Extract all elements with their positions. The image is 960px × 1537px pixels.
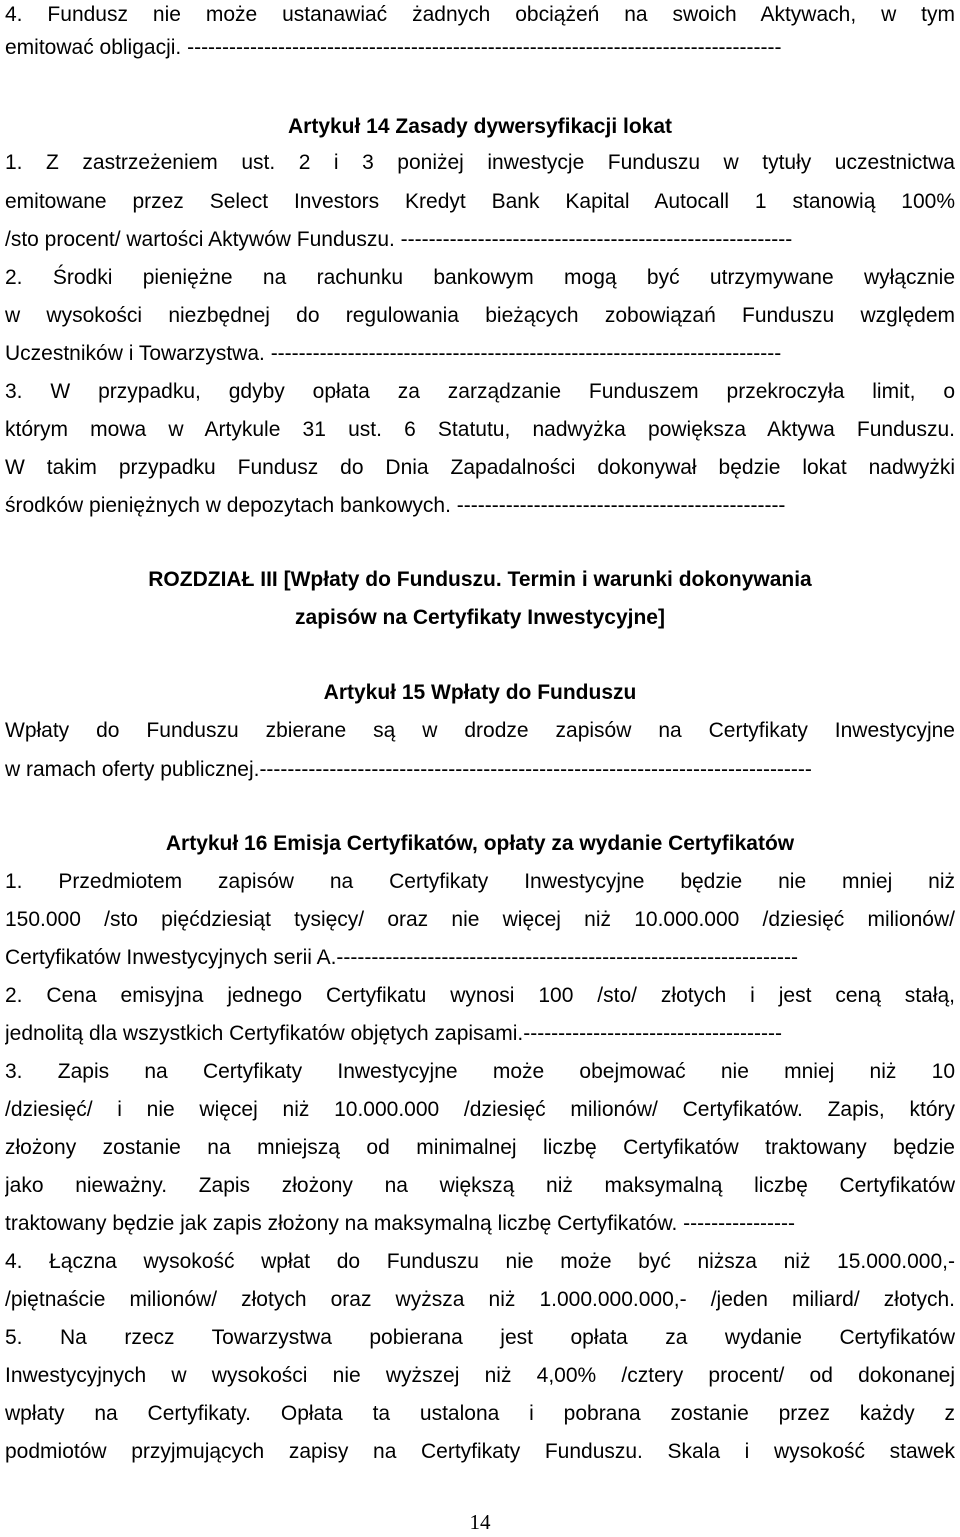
text-line: 1. Przedmiotem zapisów na Certyfikaty Inwestycyjne będzie nie mniej niż [5, 870, 955, 893]
text-line: 4. Łączna wysokość wpłat do Funduszu nie może być niższa niż 15.000.000,- [5, 1250, 955, 1273]
text-line: 150.000 /sto pięćdziesiąt tysięcy/ oraz nie więcej niż 10.000.000 /dziesięć milionów/ [5, 908, 955, 931]
text-line: 4. Fundusz nie może ustanawiać żadnych obciążeń na swoich Aktywach, w tym [5, 3, 955, 26]
text-line: /dziesięć/ i nie więcej niż 10.000.000 /dziesięć milionów/ Certyfikatów. Zapis, który [5, 1098, 955, 1121]
article-14-heading: Artykuł 14 Zasady dywersyfikacji lokat [287, 115, 673, 138]
text-line: 2. Środki pieniężne na rachunku bankowym mogą być utrzymywane wyłącznie [5, 266, 955, 289]
text-line: Inwestycyjnych w wysokości nie wyższej niż 4,00% /cztery procent/ od dokonanej [5, 1364, 955, 1387]
text-line: 5. Na rzecz Towarzystwa pobierana jest opłata za wydanie Certyfikatów [5, 1326, 955, 1349]
text-line: podmiotów przyjmujących zapisy na Certyfikaty Funduszu. Skala i wysokość stawek [5, 1440, 955, 1463]
page-number: 14 [469, 1510, 491, 1534]
text-line: złożony zostanie na mniejszą od minimalnej liczbę Certyfikatów traktowany będzie [5, 1136, 955, 1159]
text-line: Wpłaty do Funduszu zbierane są w drodze zapisów na Certyfikaty Inwestycyjne [5, 719, 955, 742]
text-line: Certyfikatów Inwestycyjnych serii A.------------------------------------------------------------------ [5, 946, 798, 969]
text-line: którym mowa w Artykule 31 ust. 6 Statutu, nadwyżka powiększa Aktywa Funduszu. [5, 418, 955, 441]
text-line: 3. Zapis na Certyfikaty Inwestycyjne może obejmować nie mniej niż 10 [5, 1060, 955, 1083]
text-line: jednolitą dla wszystkich Certyfikatów objętych zapisami.------------------------------------- [5, 1022, 782, 1045]
text-line: emitować obligacji. ------------------------------------------------------------------------------------- [5, 36, 782, 59]
text-line: 1. Z zastrzeżeniem ust. 2 i 3 poniżej inwestycje Funduszu w tytuły uczestnictwa [5, 151, 955, 174]
text-line: /sto procent/ wartości Aktywów Funduszu. -------------------------------------------------------- [5, 228, 793, 251]
chapter-iii-heading: ROZDZIAŁ III [Wpłaty do Funduszu. Termin i warunki dokonywania [148, 568, 812, 591]
text-line: w wysokości niezbędnej do regulowania bieżących zobowiązań Funduszu względem [5, 304, 955, 327]
text-line: Uczestników i Towarzystwa. ------------------------------------------------------------------------- [5, 342, 782, 365]
text-line: jako nieważny. Zapis złożony na większą niż maksymalną liczbę Certyfikatów [5, 1174, 955, 1197]
article-15-heading: Artykuł 15 Wpłaty do Funduszu [323, 681, 637, 704]
text-line: traktowany będzie jak zapis złożony na maksymalną liczbę Certyfikatów. ---------------- [5, 1212, 796, 1235]
text-line: w ramach oferty publicznej.------------------------------------------------------------------------------- [5, 758, 812, 781]
text-line: emitowane przez Select Investors Kredyt Bank Kapital Autocall 1 stanowią 100% [5, 190, 955, 213]
text-line: 2. Cena emisyjna jednego Certyfikatu wynosi 100 /sto/ złotych i jest ceną stałą, [5, 984, 955, 1007]
text-line: W takim przypadku Fundusz do Dnia Zapadalności dokonywał będzie lokat nadwyżki [5, 456, 955, 479]
text-line: środków pieniężnych w depozytach bankowych. ----------------------------------------------- [5, 494, 786, 517]
text-line: wpłaty na Certyfikaty. Opłata ta ustalona i pobrana zostanie przez każdy z [5, 1402, 955, 1425]
text-line: /piętnaście milionów/ złotych oraz wyższa niż 1.000.000.000,- /jeden miliard/ złotych. [5, 1288, 955, 1311]
text-line: 3. W przypadku, gdyby opłata za zarządzanie Funduszem przekroczyła limit, o [5, 380, 955, 403]
chapter-iii-heading-cont: zapisów na Certyfikaty Inwestycyjne] [295, 606, 665, 629]
article-16-heading: Artykuł 16 Emisja Certyfikatów, opłaty za wydanie Certyfikatów [165, 832, 795, 855]
